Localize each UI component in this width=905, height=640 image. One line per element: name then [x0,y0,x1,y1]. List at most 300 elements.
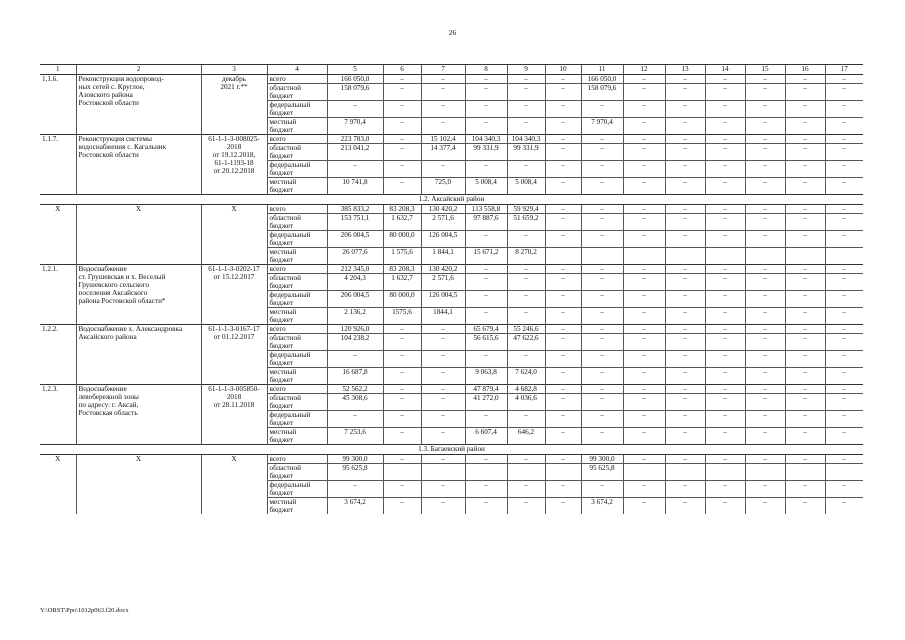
column-number: 7 [421,65,465,75]
value-cell: 10 741,8 [327,178,383,195]
value-cell: – [421,498,465,515]
value-cell: – [705,334,745,351]
item-document: декабрь 2021 г.** [201,75,267,135]
value-cell: – [421,334,465,351]
value-cell: – [421,161,465,178]
value-cell: – [785,481,825,498]
value-cell: – [581,101,623,118]
value-cell: – [545,84,581,101]
value-cell: – [421,411,465,428]
value-cell: 80 000,0 [383,291,421,308]
value-cell: – [383,481,421,498]
value-cell: – [507,481,545,498]
value-cell: – [581,205,623,214]
value-cell: – [623,334,665,351]
value-cell: – [665,481,705,498]
value-cell: – [507,455,545,464]
funding-source: всего [267,135,327,144]
value-cell: – [785,325,825,334]
value-cell: – [705,291,745,308]
value-cell: 65 679,4 [465,325,507,334]
value-cell: – [581,274,623,291]
value-cell: – [705,214,745,231]
value-cell: – [665,205,705,214]
value-cell: 1 844,1 [421,248,465,265]
value-cell: – [785,101,825,118]
value-cell: – [785,308,825,325]
value-cell: – [581,334,623,351]
value-cell: – [581,161,623,178]
value-cell: 80 000,0 [383,231,421,248]
value-cell: – [383,394,421,411]
value-cell: 126 004,5 [421,291,465,308]
value-cell: – [705,75,745,84]
value-cell: – [507,161,545,178]
value-cell: – [545,178,581,195]
value-cell: – [545,274,581,291]
value-cell: – [665,214,705,231]
value-cell: – [745,265,785,274]
item-document: Х [201,205,267,265]
value-cell: – [745,231,785,248]
value-cell: – [745,351,785,368]
value-cell: – [581,144,623,161]
column-number-row [40,65,863,75]
funding-source: местный бюджет [267,308,327,325]
funding-source: всего [267,385,327,394]
value-cell: – [705,231,745,248]
section-title: 1.2. Аксайский район [40,195,863,205]
value-cell: – [705,428,745,445]
value-cell: – [623,274,665,291]
value-cell: – [383,385,421,394]
value-cell: – [785,428,825,445]
value-cell [745,248,785,265]
value-cell: – [825,308,863,325]
value-cell: – [327,481,383,498]
value-cell: – [465,231,507,248]
value-cell: – [383,368,421,385]
value-cell: 55 246,6 [507,325,545,334]
value-cell [705,248,745,265]
value-cell: – [545,481,581,498]
value-cell: – [421,368,465,385]
value-cell: 95 625,8 [581,464,623,481]
value-cell: 206 004,5 [327,231,383,248]
value-cell: – [421,325,465,334]
value-cell: – [545,118,581,135]
value-cell: – [745,144,785,161]
value-cell: – [825,205,863,214]
value-cell [785,464,825,481]
column-number: 17 [825,65,863,75]
value-cell [465,464,507,481]
value-cell: – [623,351,665,368]
funding-source: местный бюджет [267,498,327,515]
value-cell: – [545,368,581,385]
value-cell: – [623,265,665,274]
value-cell: – [581,308,623,325]
value-cell: – [785,75,825,84]
value-cell: 83 208,3 [383,205,421,214]
value-cell: – [623,428,665,445]
value-cell: – [785,205,825,214]
value-cell: – [785,334,825,351]
value-cell: – [785,265,825,274]
table-row [40,75,863,84]
value-cell: – [665,161,705,178]
value-cell: – [545,334,581,351]
value-cell: – [465,481,507,498]
item-document: 61-1-1-3-0202-17 от 15.12.2017 [201,265,267,325]
value-cell: – [581,291,623,308]
value-cell: – [327,161,383,178]
column-number: 9 [507,65,545,75]
funding-source: областной бюджет [267,334,327,351]
value-cell [785,248,825,265]
value-cell: – [745,75,785,84]
funding-source: всего [267,265,327,274]
item-document: 61-1-1-3-005850- 2018 от 28.11.2018 [201,385,267,445]
value-cell [623,248,665,265]
value-cell: 99 300,0 [327,455,383,464]
item-code: 1.1.7. [40,135,76,195]
value-cell: – [623,101,665,118]
value-cell: – [545,291,581,308]
value-cell: – [665,84,705,101]
value-cell: – [581,368,623,385]
value-cell: – [745,178,785,195]
value-cell: – [545,101,581,118]
value-cell: 5 008,4 [465,178,507,195]
funding-source: федеральный бюджет [267,481,327,498]
value-cell: 6 607,4 [465,428,507,445]
value-cell: 213 041,2 [327,144,383,161]
column-number: 4 [267,65,327,75]
value-cell: 16 687,8 [327,368,383,385]
value-cell: – [705,351,745,368]
value-cell: – [623,498,665,515]
value-cell: – [545,135,581,144]
value-cell: – [705,265,745,274]
funding-source: всего [267,205,327,214]
value-cell [623,464,665,481]
value-cell: 99 300,0 [581,455,623,464]
value-cell: – [465,308,507,325]
value-cell: – [623,291,665,308]
value-cell: – [665,101,705,118]
value-cell: – [785,411,825,428]
value-cell: – [383,428,421,445]
value-cell: – [665,291,705,308]
value-cell: – [785,161,825,178]
item-name: Реконструкция системы водоснабжения с. Кагальник Ростовской области [76,135,201,195]
value-cell: 7 970,4 [327,118,383,135]
funding-source: областной бюджет [267,394,327,411]
value-cell: 4 682,8 [507,385,545,394]
value-cell: – [825,214,863,231]
value-cell: – [705,394,745,411]
item-code: 1.2.3. [40,385,76,445]
value-cell: – [507,411,545,428]
value-cell: 166 050,0 [327,75,383,84]
funding-source: всего [267,325,327,334]
value-cell: – [825,481,863,498]
value-cell: 52 562,2 [327,385,383,394]
value-cell: – [745,161,785,178]
value-cell: 223 783,0 [327,135,383,144]
value-cell: 1 575,6 [383,248,421,265]
value-cell: – [545,325,581,334]
value-cell: – [545,265,581,274]
value-cell: 130 420,2 [421,265,465,274]
funding-source: федеральный бюджет [267,411,327,428]
funding-source: федеральный бюджет [267,231,327,248]
value-cell: – [665,75,705,84]
funding-source: областной бюджет [267,84,327,101]
value-cell: 8 270,2 [507,248,545,265]
value-cell: – [383,161,421,178]
value-cell: 120 926,0 [327,325,383,334]
value-cell: – [745,455,785,464]
value-cell: – [623,368,665,385]
value-cell: – [383,144,421,161]
value-cell: – [825,161,863,178]
value-cell: – [825,368,863,385]
value-cell: – [825,411,863,428]
value-cell: – [383,455,421,464]
value-cell: – [665,351,705,368]
value-cell [581,248,623,265]
item-name: Водоснабжение х. Александровка Аксайского района [76,325,201,385]
value-cell: – [745,428,785,445]
value-cell: – [581,411,623,428]
table-row [40,385,863,394]
value-cell: – [545,214,581,231]
column-number: 10 [545,65,581,75]
value-cell: 1 632,7 [383,274,421,291]
value-cell: 166 050,0 [581,75,623,84]
value-cell: – [705,325,745,334]
value-cell: – [465,351,507,368]
value-cell: – [623,75,665,84]
column-number: 3 [201,65,267,75]
value-cell: – [825,351,863,368]
value-cell: – [545,308,581,325]
value-cell: – [785,291,825,308]
value-cell: – [383,351,421,368]
column-number: 16 [785,65,825,75]
value-cell: – [545,498,581,515]
value-cell: – [745,101,785,118]
item-code: Х [55,205,61,213]
value-cell: – [465,265,507,274]
value-cell: 158 079,6 [327,84,383,101]
value-cell: – [665,135,705,144]
value-cell: 5 008,4 [507,178,545,195]
value-cell: – [785,214,825,231]
value-cell: – [465,411,507,428]
value-cell: – [465,118,507,135]
value-cell: – [327,101,383,118]
value-cell: – [383,411,421,428]
value-cell: – [745,411,785,428]
value-cell: – [545,351,581,368]
funding-source: местный бюджет [267,118,327,135]
value-cell: – [705,161,745,178]
section-title: 1.3. Багаевский район [40,445,863,455]
table-row [40,325,863,334]
value-cell: – [745,334,785,351]
value-cell: 7 970,4 [581,118,623,135]
value-cell [545,464,581,481]
column-number: 8 [465,65,507,75]
value-cell: – [665,455,705,464]
value-cell: – [623,481,665,498]
value-cell: – [705,205,745,214]
value-cell: – [465,75,507,84]
item-name: Х [76,205,201,265]
item-name: Водоснабжение ст. Грушевская и х. Веселый Грушевского сельского поселения Аксайского района Ростовской области* [76,265,201,325]
value-cell: – [825,265,863,274]
value-cell: 7 253,6 [327,428,383,445]
funding-source: федеральный бюджет [267,161,327,178]
value-cell: – [507,291,545,308]
value-cell: – [785,351,825,368]
value-cell: – [507,274,545,291]
value-cell: 3 674,2 [327,498,383,515]
value-cell: – [705,308,745,325]
column-number: 5 [327,65,383,75]
value-cell: – [623,394,665,411]
value-cell: – [785,135,825,144]
section-header-row [40,195,863,205]
value-cell: – [507,231,545,248]
item-name: Реконструкция водопровод- ных сетей с. Круглое, Азовского района Ростовской области [76,75,201,135]
value-cell: – [623,231,665,248]
value-cell: – [665,411,705,428]
value-cell: – [545,231,581,248]
value-cell: – [623,455,665,464]
value-cell [705,464,745,481]
funding-source: всего [267,455,327,464]
value-cell [507,464,545,481]
value-cell: – [785,368,825,385]
value-cell: 15 671,2 [465,248,507,265]
value-cell: – [705,481,745,498]
value-cell: – [745,368,785,385]
value-cell: – [665,231,705,248]
value-cell: 1 632,7 [383,214,421,231]
value-cell: – [421,385,465,394]
value-cell: 97 887,6 [465,214,507,231]
value-cell: – [421,481,465,498]
value-cell: – [785,385,825,394]
value-cell: 3 674,2 [581,498,623,515]
value-cell [825,464,863,481]
value-cell: 47 622,6 [507,334,545,351]
value-cell [665,464,705,481]
value-cell: – [705,101,745,118]
value-cell: 14 377,4 [421,144,465,161]
value-cell: – [465,101,507,118]
value-cell [825,248,863,265]
value-cell: – [623,214,665,231]
value-cell: – [465,161,507,178]
value-cell: 83 208,3 [383,265,421,274]
value-cell: – [545,411,581,428]
column-number: 1 [40,65,76,75]
value-cell: – [825,325,863,334]
value-cell: – [581,214,623,231]
value-cell: – [785,84,825,101]
value-cell: – [825,101,863,118]
funding-source: федеральный бюджет [267,351,327,368]
value-cell: – [745,135,785,144]
item-code: 1.1.6. [42,75,59,83]
item-document: Х [201,455,267,515]
value-cell: – [383,325,421,334]
column-number: 2 [76,65,201,75]
budget-table [40,64,863,514]
value-cell: – [825,178,863,195]
value-cell: 2 571,6 [421,274,465,291]
value-cell: 15 102,4 [421,135,465,144]
value-cell: – [705,144,745,161]
value-cell: – [665,334,705,351]
value-cell: 153 751,1 [327,214,383,231]
table-row [40,265,863,274]
value-cell: – [825,385,863,394]
value-cell: – [507,75,545,84]
funding-source: областной бюджет [267,464,327,481]
value-cell: 1844,1 [421,308,465,325]
value-cell: – [507,84,545,101]
value-cell: – [623,135,665,144]
column-number: 15 [745,65,785,75]
value-cell: – [623,411,665,428]
value-cell: – [705,84,745,101]
item-code: Х [55,455,61,463]
value-cell: – [665,178,705,195]
column-number: 11 [581,65,623,75]
table-row [40,135,863,144]
value-cell: – [507,351,545,368]
value-cell: 45 308,6 [327,394,383,411]
value-cell: 59 929,4 [507,205,545,214]
value-cell: – [665,385,705,394]
item-name: Водоснабжение левобережной зоны по адресу: г. Аксай, Ростовская область [76,385,201,445]
value-cell: – [383,135,421,144]
value-cell: 99 331,9 [465,144,507,161]
value-cell: – [623,385,665,394]
value-cell: 99 331,9 [507,144,545,161]
value-cell: – [421,84,465,101]
value-cell: 7 624,0 [507,368,545,385]
value-cell: – [421,428,465,445]
value-cell: 4 036,6 [507,394,545,411]
value-cell: 212 345,0 [327,265,383,274]
page-number: 26 [448,28,457,37]
value-cell: – [825,455,863,464]
item-document: 61-1-1-3-0167-17 от 01.12.2017 [201,325,267,385]
value-cell: 9 063,8 [465,368,507,385]
value-cell: – [465,274,507,291]
value-cell: – [825,394,863,411]
value-cell: 126 004,5 [421,231,465,248]
value-cell: – [623,205,665,214]
value-cell: 4 204,3 [327,274,383,291]
